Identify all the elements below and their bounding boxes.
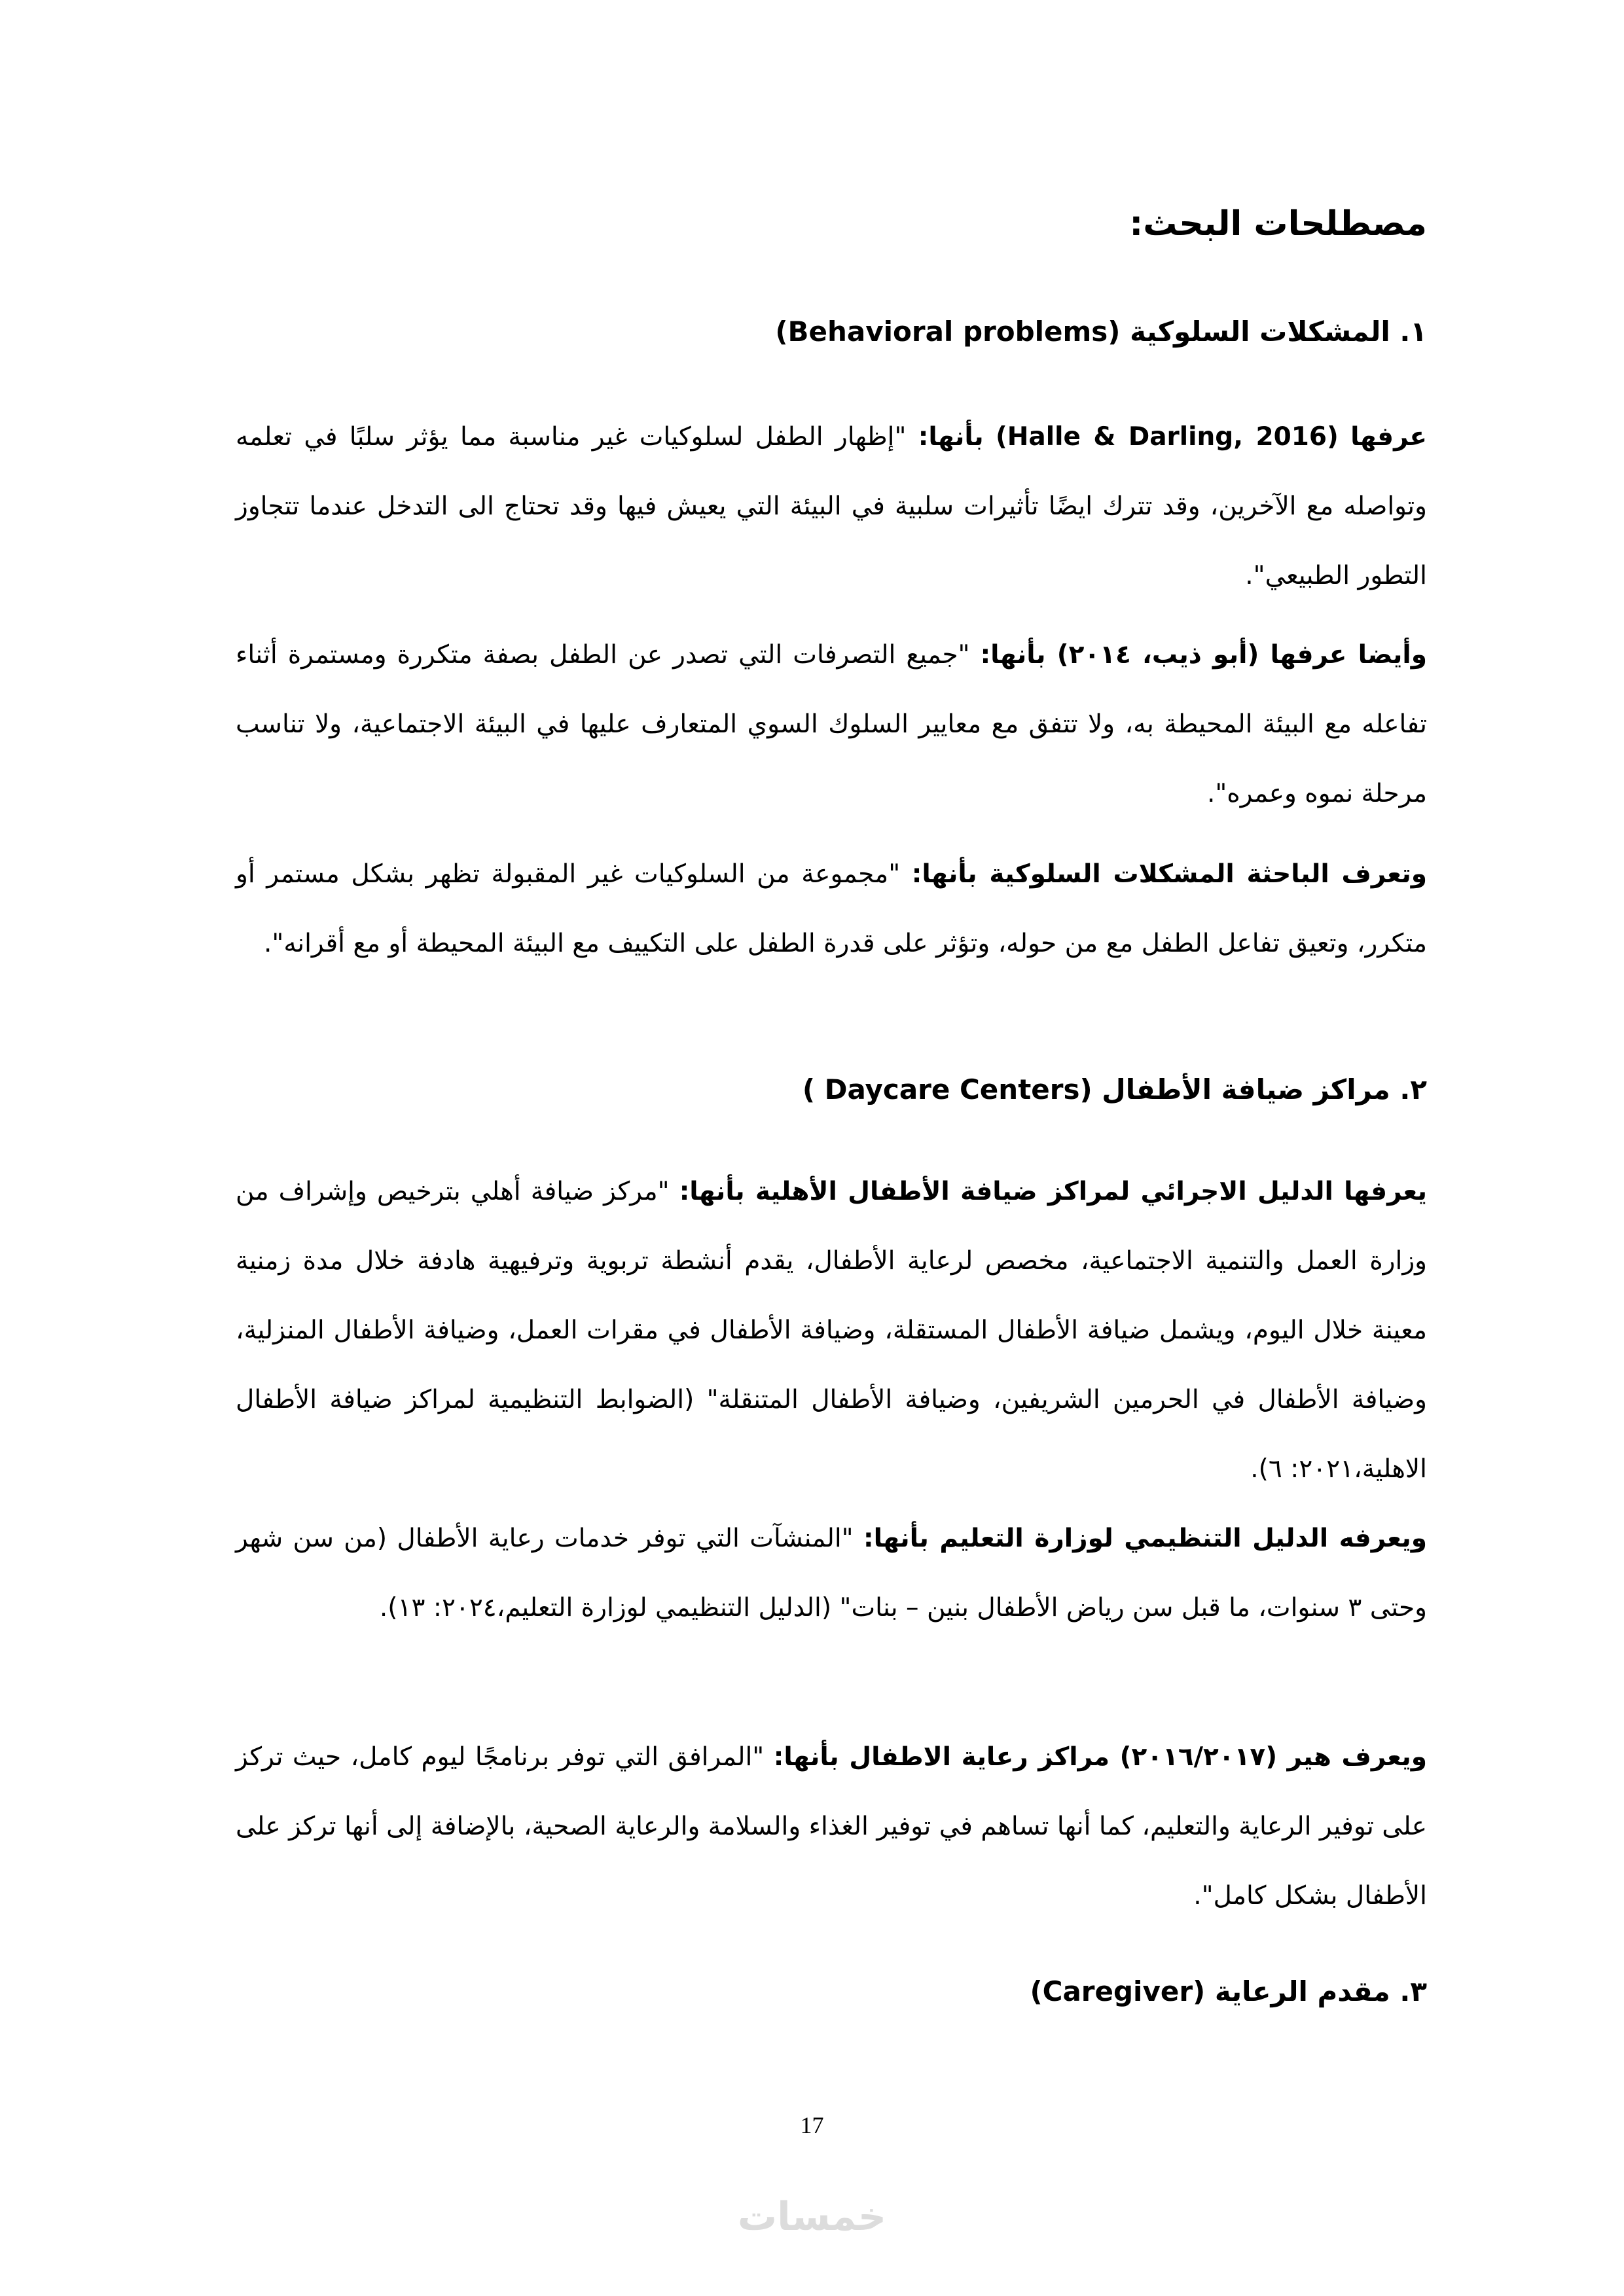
paragraph-lead: يعرفها الدليل الاجرائي لمراكز ضيافة الأطفال الأهلية بأنها:: [679, 1177, 1428, 1206]
section-number: ١.: [1399, 315, 1427, 348]
section-title-english: ( Daycare Centers): [802, 1073, 1092, 1105]
page-title: مصطلحات البحث:: [1129, 204, 1427, 243]
section-heading-caregiver: [1030, 1975, 1427, 2007]
citation: (Halle & Darling, 2016): [995, 422, 1339, 452]
paragraph-definition-halle-darling: [236, 403, 1427, 611]
paragraph-definition-researcher: [236, 840, 1427, 978]
paragraph-definition-abu-theeb: [236, 620, 1427, 829]
section-number: ٢.: [1399, 1073, 1427, 1105]
paragraph-text: "مركز ضيافة أهلي بترخيص وإشراف من وزارة العمل والتنمية الاجتماعية، مخصص لرعاية الأطفال، يقدم أنشطة تربوية وترفيهية هادفة خلال مدة زمنية معينة خلال اليوم، ويشمل ضيافة الأطفال المستقلة، وضيافة الأطفال في مقرات العمل، وضيافة الأطفال المنزلية، وضيافة الأطفال في الحرمين الشريفين، وضيافة الأطفال المتنقلة" (الضوابط التنظيمية لمراكز ضيافة الأطفال الاهلية،٢٠٢١: ٦).: [236, 1177, 1427, 1484]
paragraph-text: "المرافق التي توفر برنامجًا ليوم كامل، حيث تركز على توفير الرعاية والتعليم، كما أنها تساهم في توفير الغذاء والسلامة والرعاية الصحية، بالإضافة إلى أنها تركز على الأطفال بشكل كامل".: [236, 1742, 1427, 1910]
paragraph-lead: ويعرفه الدليل التنظيمي لوزارة التعليم بأنها:: [863, 1524, 1427, 1553]
section-heading-daycare-centers: [803, 1073, 1427, 1105]
paragraph-text: "مجموعة من السلوكيات غير المقبولة تظهر بشكل مستمر أو متكرر، وتعيق تفاعل الطفل مع من حوله، وتؤثر على قدرة الطفل على التكييف مع البيئة المحيطة أو مع أقرانه".: [236, 859, 1427, 958]
paragraph-lead: وتعرف الباحثة المشكلات السلوكية بأنها:: [911, 859, 1427, 889]
paragraph-definition-ministry-guide: [236, 1504, 1427, 1643]
paragraph-lead: عرفها: [1350, 422, 1428, 452]
section-title: المشكلات السلوكية: [1130, 315, 1390, 348]
page-number: 17: [800, 2112, 824, 2138]
section-title-english: (Caregiver): [1030, 1975, 1206, 2007]
paragraph-text: "المنشآت التي توفر خدمات رعاية الأطفال (من سن شهر وحتى ٣ سنوات، ما قبل سن رياض الأطفال بنين – بنات" (الدليل التنظيمي لوزارة التعليم،٢٠٢٤: ١٣).: [236, 1524, 1427, 1623]
paragraph-connector: بأنها:: [918, 422, 984, 452]
section-title: مراكز ضيافة الأطفال: [1102, 1073, 1390, 1105]
section-title: مقدم الرعاية: [1214, 1975, 1390, 2007]
paragraph-lead: ويعرف هير (٢٠١٦/٢٠١٧) مراكز رعاية الاطفال بأنها:: [773, 1742, 1427, 1772]
section-title-english: (Behavioral problems): [775, 315, 1121, 348]
section-heading-behavioral-problems: [775, 315, 1427, 348]
paragraph-text: "جميع التصرفات التي تصدر عن الطفل بصفة متكررة ومستمرة أثناء تفاعله مع البيئة المحيطة به، ولا تتفق مع معايير السلوك السوي المتعارف عليها في البيئة الاجتماعية، ولا تناسب مرحلة نموه وعمره".: [236, 640, 1427, 808]
paragraph-definition-procedural-guide: [236, 1157, 1427, 1504]
watermark-logo: خمسات: [737, 2194, 887, 2240]
paragraph-lead: وأيضا عرفها (أبو ذيب، ٢٠١٤) بأنها:: [980, 640, 1428, 670]
paragraph-text: "إظهار الطفل لسلوكيات غير مناسبة مما يؤثر سلبًا في تعلمه وتواصله مع الآخرين، وقد تترك ايضًا تأثيرات سلبية في البيئة التي يعيش فيها وقد تحتاج الى التدخل عندما تتجاوز التطور الطبيعي".: [236, 422, 1427, 590]
section-number: ٣.: [1399, 1975, 1427, 2007]
paragraph-definition-hare: [236, 1723, 1427, 1931]
